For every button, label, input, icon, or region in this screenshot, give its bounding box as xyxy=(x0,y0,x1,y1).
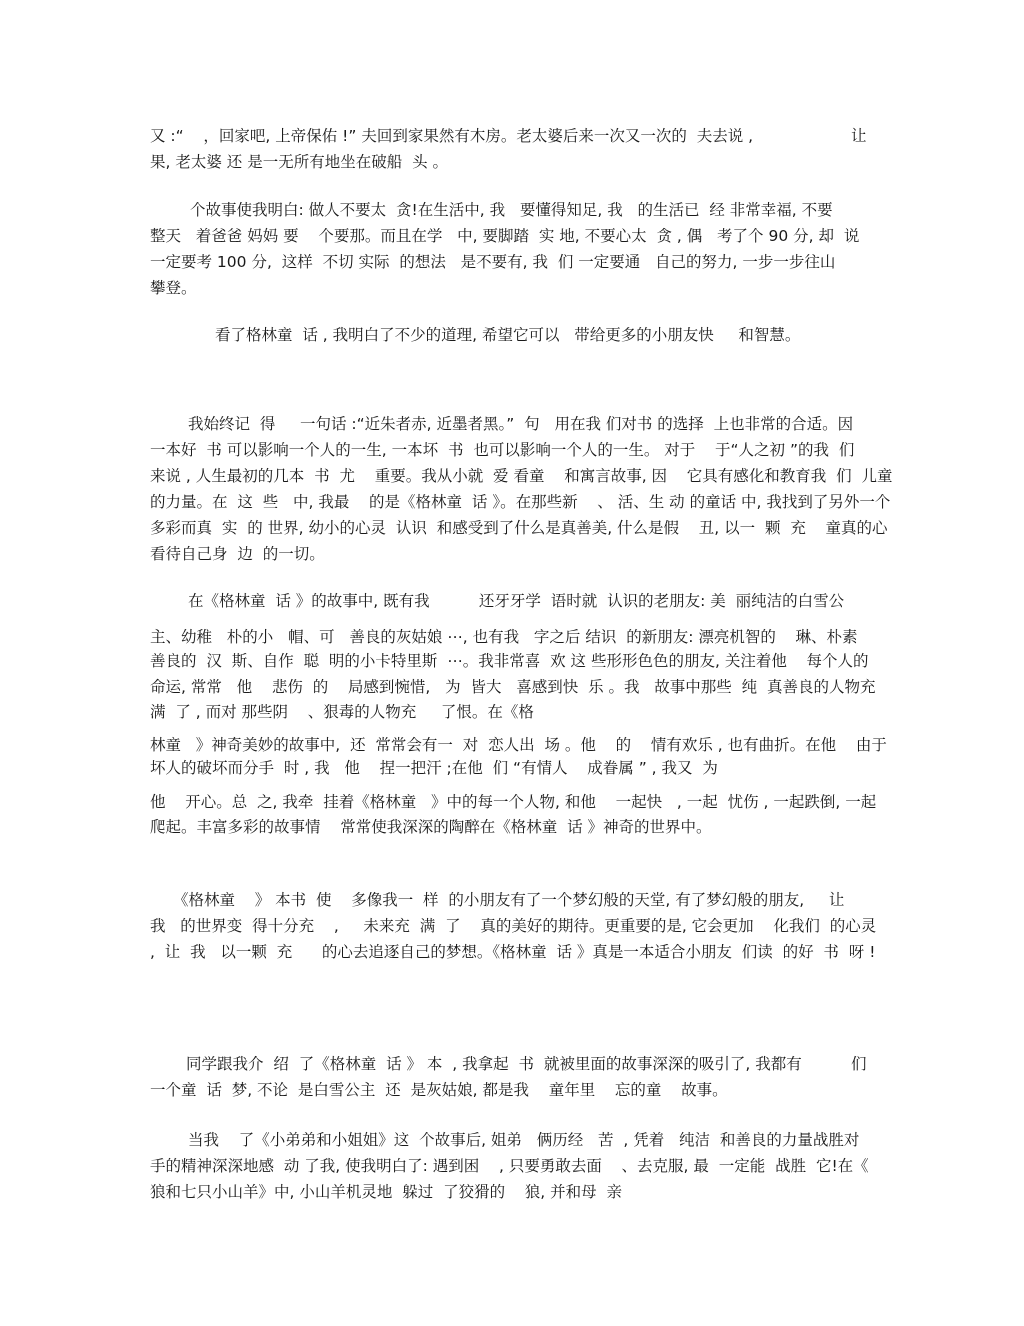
text-line: 当我 了《小弟弟和小姐姐》这 个故事后, 姐弟 俩历经 苦 , 凭着 纯洁 和善良的力量战胜对 xyxy=(188,1131,860,1149)
text-line: 个故事使我明白: 做人不要太 贪!在生活中, 我 要懂得知足, 我 的生活已 经 非常幸福, 不要 xyxy=(190,201,833,219)
text-line: 同学跟我介 绍 了《格林童 话 》 本 , 我拿起 书 就被里面的故事深深的吸引了, 我都有 xyxy=(186,1055,802,1073)
text-line: 善良的 汉 斯、自作 聪 明的小卡特里斯 ⋯。我非常喜 欢 这 些形形色色的朋友, 关注着他 每个人的 xyxy=(150,652,869,670)
text-line: 满 了 , 而对 那些阴 、狠毒的人物充 了恨。在《格 xyxy=(150,703,534,721)
text-line: 攀登。 xyxy=(150,279,197,297)
text-line: 我始终记 得 一句话 :“近朱者赤, 近墨者黑。” 句 用在我 们对书 的选择 上也非常的合适。因 xyxy=(188,415,854,433)
text-line: 看待自己身 边 的一切。 xyxy=(150,545,325,563)
text-line: 坏人的破坏而分手 时 , 我 他 捏一把汗 ;在他 们 “有情人 成眷属 ” , 我又 为 xyxy=(150,759,718,777)
text-line: 在《格林童 话 》的故事中, 既有我 还牙牙学 语时就 认识的老朋友: 美 丽纯洁的白雪公 xyxy=(188,592,845,610)
text-line: 一定要考 100 分, 这样 不切 实际 的想法 是不要有, 我 们 一定要通 自己的努力, 一步一步往山 xyxy=(150,253,836,271)
text-line-fragment: 们 xyxy=(851,1055,867,1073)
text-line: 狼和七只小山羊》中, 小山羊机灵地 躲过 了狡猾的 狼, 并和母 亲 xyxy=(150,1183,622,1201)
text-line: 命运, 常常 他 悲伤 的 局感到惋惜, 为 皆大 喜感到快 乐 。我 故事中那些 纯 真善良的人物充 xyxy=(150,678,876,696)
text-line: , 让 我 以一颗 充 的心去追逐自己的梦想。《格林童 话 》真是一本适合小朋友 们读 的好 书 呀 ! xyxy=(150,943,876,961)
text-line: 一本好 书 可以影响一个人的一生, 一本坏 书 也可以影响一个人的一生。 对于 于“人之初 ”的我 们 xyxy=(150,441,855,459)
text-line: 多彩而真 实 的 世界, 幼小的心灵 认识 和感受到了什么是真善美, 什么是假 丑, 以一 颗 充 童真的心 xyxy=(150,519,888,537)
text-line: 爬起。丰富多彩的故事情 常常使我深深的陶醉在《格林童 话 》神奇的世界中。 xyxy=(150,818,712,836)
text-line: 《格林童 》 本书 使 多像我一 样 的小朋友有了一个梦幻般的天堂, 有了梦幻般的朋友, 让 xyxy=(173,891,845,909)
text-line: 来说 , 人生最初的几本 书 尤 重要。我从小就 爱 看童 和寓言故事, 因 它具有感化和教育我 们 儿童 xyxy=(150,467,893,485)
text-line: 一个童 话 梦, 不论 是白雪公主 还 是灰姑娘, 都是我 童年里 忘的童 故事。 xyxy=(150,1081,728,1099)
text-line: 林童 》神奇美妙的故事中, 还 常常会有一 对 恋人出 场 。他 的 情有欢乐 , 也有曲折。在他 由于 xyxy=(150,736,887,754)
text-line: 看了格林童 话 , 我明白了不少的道理, 希望它可以 带给更多的小朋友快 和智慧。 xyxy=(215,326,801,344)
text-line: 我 的世界变 得十分充 , 未来充 满 了 真的美好的期待。更重要的是, 它会更加 化我们 的心灵 xyxy=(150,917,877,935)
text-line: 整天 着爸爸 妈妈 要 个要那。而且在学 中, 要脚踏 实 地, 不要心太 贪 , 偶 考了个 90 分, 却 说 xyxy=(150,227,860,245)
text-line: 的力量。在 这 些 中, 我最 的是《格林童 话 》。在那些新 、 活、生 动 的童话 中, 我找到了另外一个 xyxy=(150,493,891,511)
text-line: 又 :“ ，回家吧, 上帝保佑 !” 夫回到家果然有木房。老太婆后来一次又一次的 夫去说 , xyxy=(150,127,754,145)
text-line: 他 开心。总 之, 我牵 挂着《格林童 》中的每一个人物, 和他 一起快 , 一起 忧伤 , 一起跌倒, 一起 xyxy=(150,793,877,811)
text-line: 手的精神深深地感 动 了我, 使我明白了: 遇到困 , 只要勇敢去面 、去克服, 最 一定能 战胜 它!在《 xyxy=(150,1157,869,1175)
text-line: 果, 老太婆 还 是一无所有地坐在破船 头 。 xyxy=(150,153,448,171)
text-line-fragment: 让 xyxy=(851,127,867,145)
text-line: 主、幼稚 朴的小 帽、可 善良的灰姑娘 ⋯, 也有我 字之后 结识 的新朋友: 漂亮机智的 琳、朴素 xyxy=(150,628,858,646)
